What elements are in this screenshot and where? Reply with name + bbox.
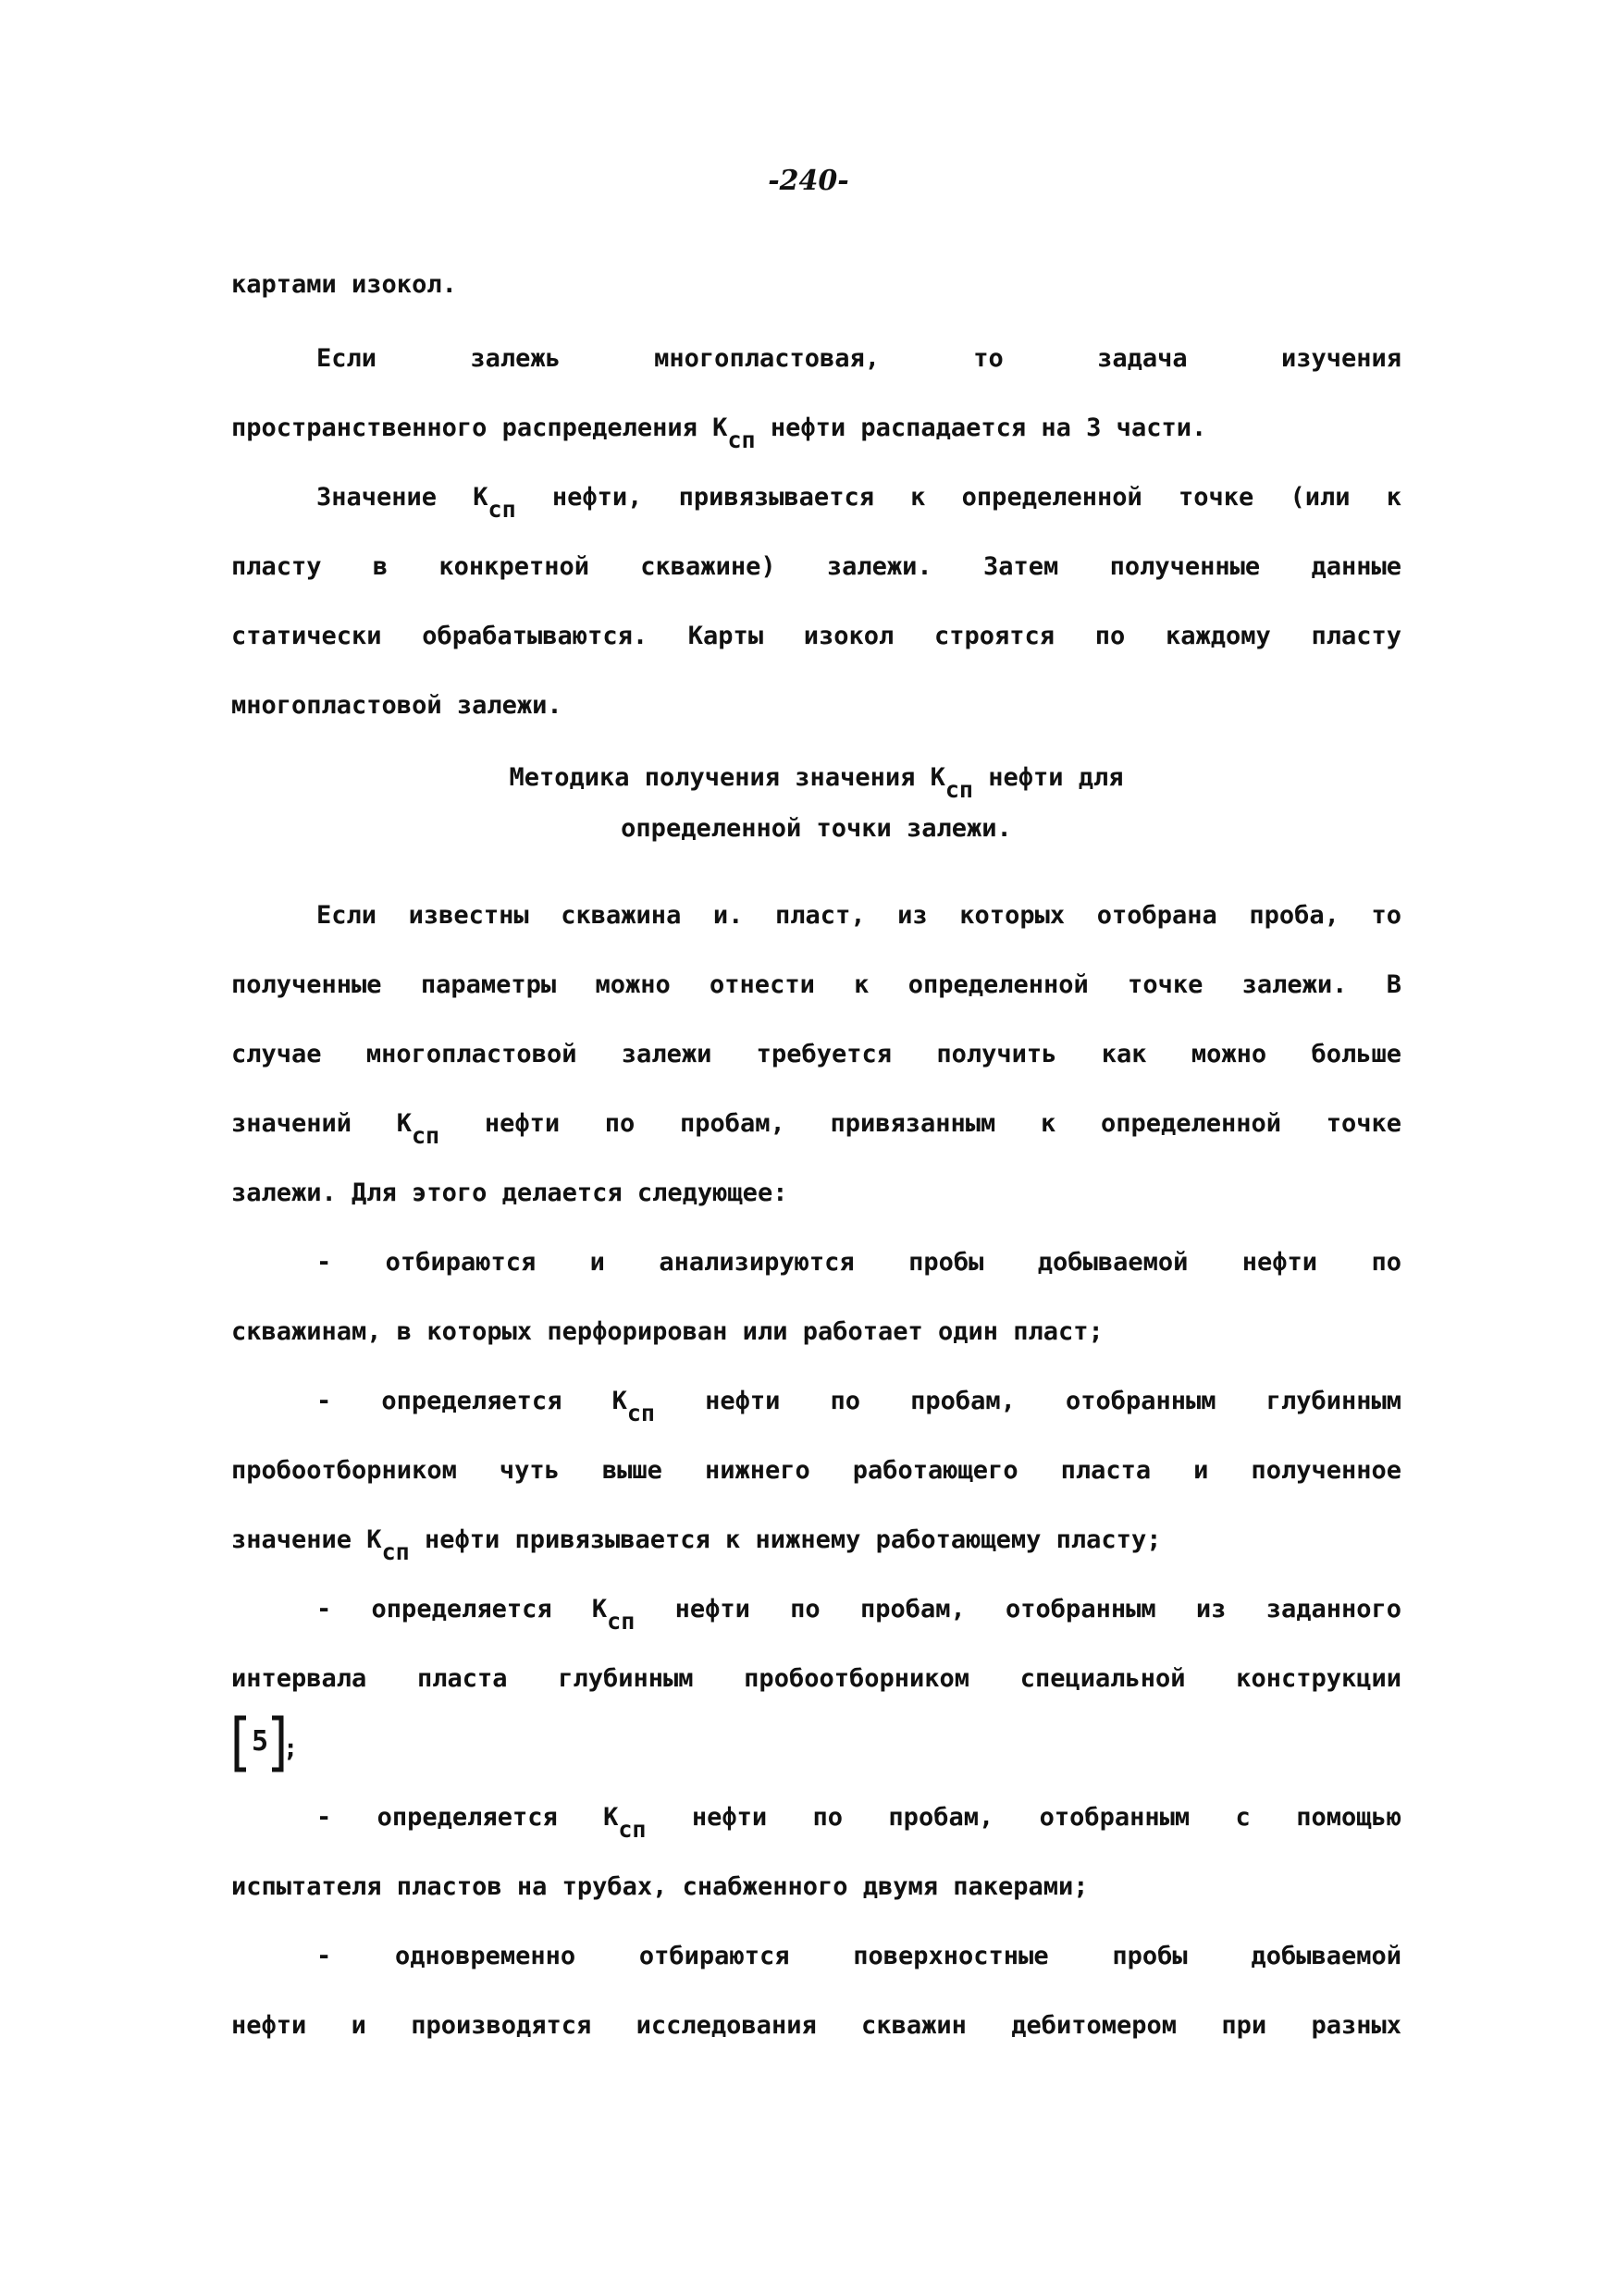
list-item-line — [316, 1593, 1401, 1635]
paragraph-line: картами изокол. — [231, 270, 457, 299]
list-item-line — [231, 1524, 1401, 1565]
reference-bracket — [233, 1714, 285, 1773]
subscript-sp: сп — [488, 496, 516, 523]
subscript-sp: сп — [412, 1122, 440, 1149]
subscript-sp: сп — [607, 1608, 636, 1635]
paragraph-line: Если известны скважина и. пласт, из которых отобрана проба, то — [316, 901, 1401, 930]
line-text: нефти по пробам, отобранным глубинным — [705, 1387, 1401, 1415]
page-number: -240- — [768, 165, 849, 197]
paragraph-line — [231, 1107, 1401, 1149]
paragraph-line — [231, 412, 1401, 453]
line-text: Значение К — [316, 483, 488, 512]
line-text: значений К — [231, 1109, 412, 1138]
subscript-sp: сп — [727, 426, 756, 453]
list-item-line: нефти и производятся исследования скважин дебитомером при разных — [231, 2011, 1401, 2040]
list-item-line — [316, 1385, 1401, 1426]
paragraph-line — [316, 481, 1401, 523]
section-heading — [231, 761, 1401, 803]
line-text: пространственного распределения К — [231, 414, 728, 442]
paragraph-line: пласту в конкретной скважине) залежи. Затем полученные данные — [231, 552, 1401, 581]
subscript-sp: сп — [944, 776, 973, 803]
line-text: нефти по пробам, отобранным с помощью — [691, 1803, 1401, 1832]
heading-text: Методика получения значения К — [509, 763, 945, 792]
list-item-line: - отбираются и анализируются пробы добываемой нефти по — [316, 1248, 1401, 1277]
list-item-line: пробоотборником чуть выше нижнего работающего пласта и полученное — [231, 1456, 1401, 1485]
line-text: - определяется К — [316, 1803, 619, 1832]
paragraph-line: полученные параметры можно отнести к определенной точке залежи. В — [231, 970, 1401, 999]
line-text: - определяется К — [316, 1387, 627, 1415]
line-text: нефти распадается на 3 части. — [770, 414, 1207, 442]
list-item-line — [316, 1801, 1401, 1843]
list-item-line: испытателя пластов на трубах, снабженного двумя пакерами; — [231, 1872, 1089, 1901]
subscript-sp: сп — [381, 1538, 410, 1565]
subscript-sp: сп — [626, 1400, 655, 1426]
paragraph-line: многопластовой залежи. — [231, 691, 562, 720]
paragraph-line: статически обрабатываются. Карты изокол строятся по каждому пласту — [231, 622, 1401, 650]
paragraph-line: залежи. Для этого делается следующее: — [231, 1179, 788, 1207]
reference-number: 5 — [252, 1725, 269, 1758]
paragraph-line: случае многопластовой залежи требуется получить как можно больше — [231, 1040, 1401, 1068]
line-text: нефти привязывается к нижнему работающему пласту; — [424, 1525, 1162, 1554]
punctuation: ; — [283, 1734, 299, 1763]
line-text: нефти по пробам, отобранным из заданного — [674, 1595, 1401, 1623]
list-item-line: скважинам, в которых перфорирован или работает один пласт; — [231, 1317, 1104, 1346]
section-heading: определенной точки залежи. — [621, 814, 1012, 843]
line-text: нефти по пробам, привязанным к определенной точке — [484, 1109, 1401, 1138]
line-text: - определяется К — [316, 1595, 608, 1623]
heading-text: нефти для — [988, 763, 1124, 792]
line-text: значение К — [231, 1525, 382, 1554]
line-text: нефти, привязывается к определенной точке (или к — [551, 483, 1401, 512]
list-item-line: - одновременно отбираются поверхностные пробы добываемой — [316, 1942, 1401, 1970]
list-item-line: интервала пласта глубинным пробоотборником специальной конструкции — [231, 1664, 1401, 1693]
subscript-sp: сп — [618, 1816, 647, 1843]
paragraph-line: Если залежь многопластовая, то задача изучения — [316, 344, 1401, 373]
